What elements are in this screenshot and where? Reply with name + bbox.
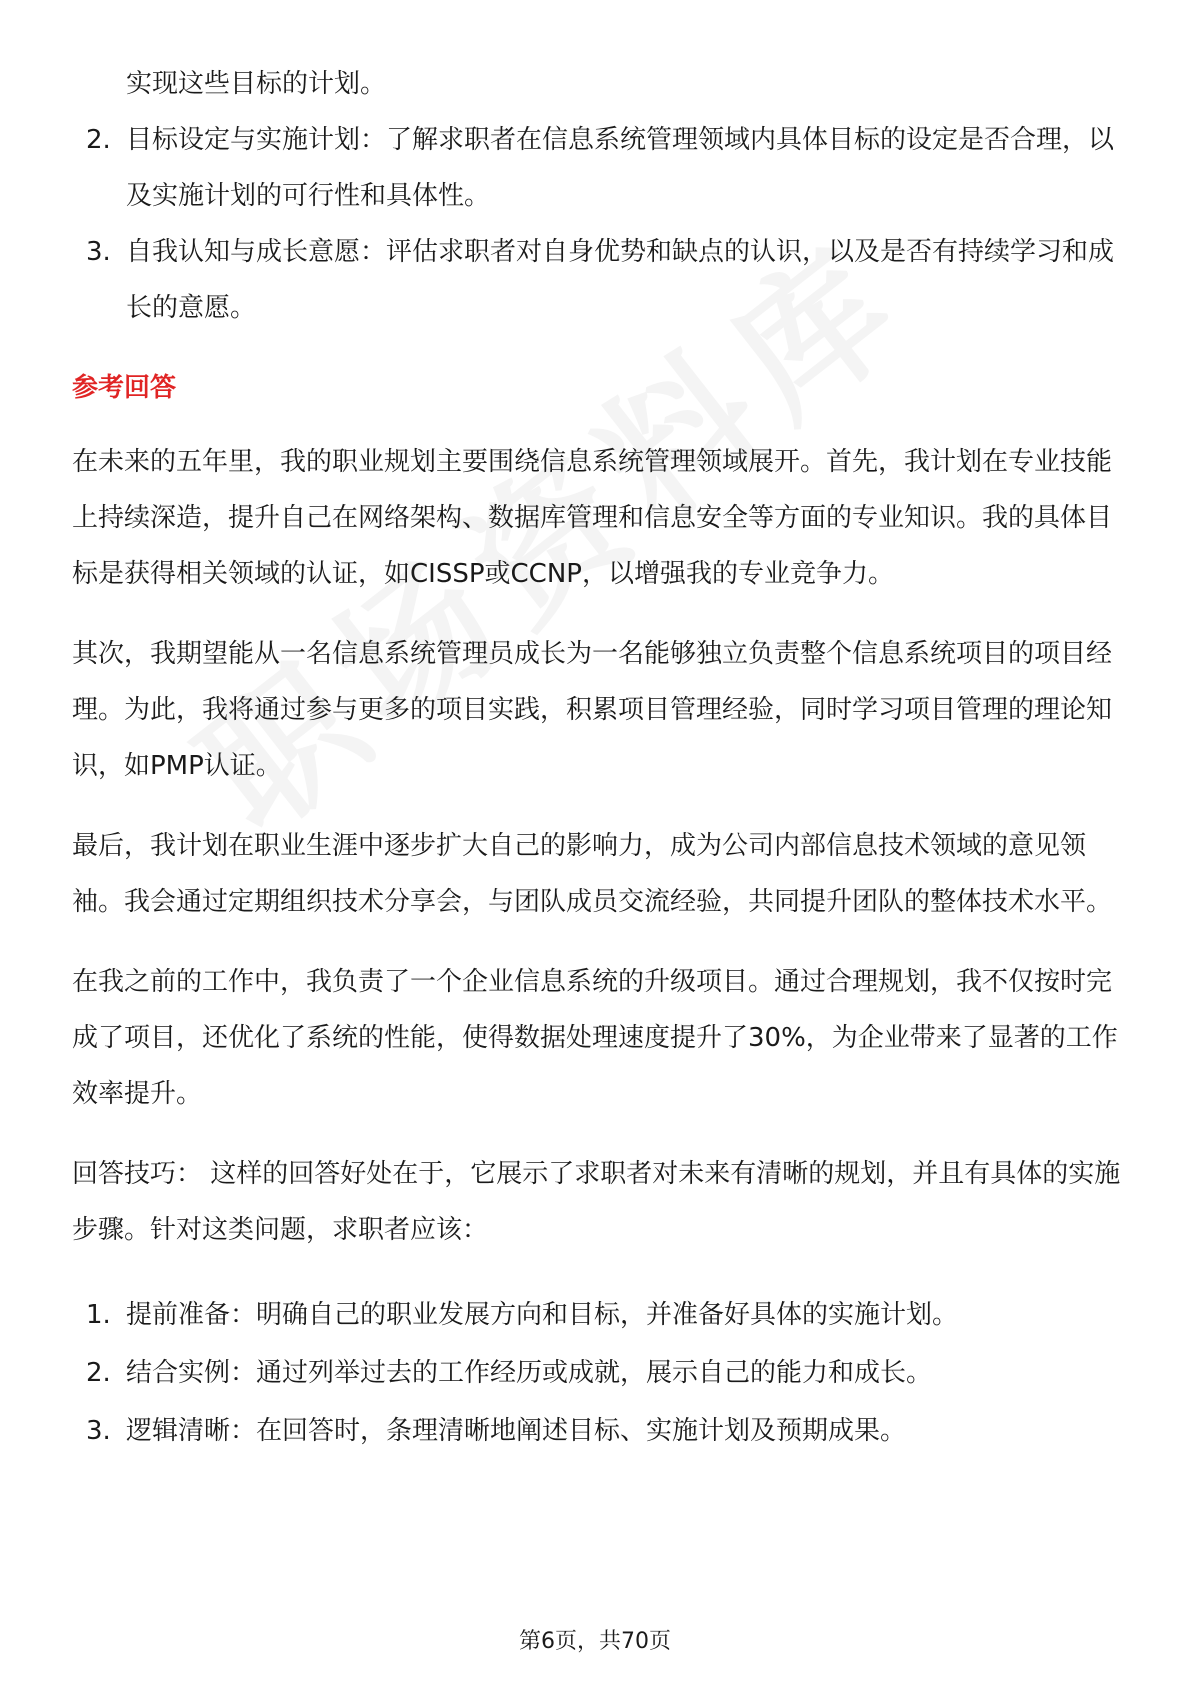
- list-text: 结合实例：通过列举过去的工作经历或成就，展示自己的能力和成长。: [126, 1358, 933, 1388]
- list-number: 3.: [86, 237, 111, 267]
- list-item: [72, 1402, 1122, 1460]
- list-text: 自我认知与成长意愿：评估求职者对自身优势和缺点的认识，以及是否有持续学习和成长的意愿。: [126, 237, 1115, 323]
- list-item: [72, 1286, 1122, 1344]
- page-number: 第6页，共70页: [519, 1629, 671, 1654]
- page-content: [72, 56, 1122, 1460]
- list-text: 提前准备：明确自己的职业发展方向和目标，并准备好具体的实施计划。: [126, 1300, 959, 1330]
- paragraph: 其次，我期望能从一名信息系统管理员成长为一名能够独立负责整个信息系统项目的项目经理。为此，我将通过参与更多的项目实践，积累项目管理经验，同时学习项目管理的理论知识，如PMP认证。: [72, 639, 1113, 781]
- list-number: 2.: [86, 1358, 111, 1388]
- tips-list: [72, 1286, 1122, 1460]
- list-item: [72, 112, 1122, 224]
- list-number: 1.: [86, 1300, 111, 1330]
- paragraph-tips-intro: 回答技巧： 这样的回答好处在于，它展示了求职者对未来有清晰的规划，并且有具体的实施步骤。针对这类问题，求职者应该：: [72, 1159, 1121, 1245]
- criteria-list: [72, 112, 1122, 336]
- list-item-continuation: 实现这些目标的计划。: [126, 69, 387, 99]
- section-heading: 参考回答: [72, 373, 177, 403]
- paragraph: 最后，我计划在职业生涯中逐步扩大自己的影响力，成为公司内部信息技术领域的意见领袖。我会通过定期组织技术分享会，与团队成员交流经验，共同提升团队的整体技术水平。: [72, 831, 1113, 917]
- list-text: 目标设定与实施计划：了解求职者在信息系统管理领域内具体目标的设定是否合理，以及实施计划的可行性和具体性。: [126, 125, 1115, 211]
- list-item: [72, 224, 1122, 336]
- list-number: 3.: [86, 1416, 111, 1446]
- list-text: 逻辑清晰：在回答时，条理清晰地阐述目标、实施计划及预期成果。: [126, 1416, 907, 1446]
- paragraph: 在未来的五年里，我的职业规划主要围绕信息系统管理领域展开。首先，我计划在专业技能上持续深造，提升自己在网络架构、数据库管理和信息安全等方面的专业知识。我的具体目标是获得相关领域的认证，如CISSP或CCNP，以增强我的专业竞争力。: [72, 447, 1113, 589]
- list-number: 2.: [86, 125, 111, 155]
- paragraph: 在我之前的工作中，我负责了一个企业信息系统的升级项目。通过合理规划，我不仅按时完成了项目，还优化了系统的性能，使得数据处理速度提升了30%，为企业带来了显著的工作效率提升。: [72, 967, 1118, 1109]
- list-item: [72, 1344, 1122, 1402]
